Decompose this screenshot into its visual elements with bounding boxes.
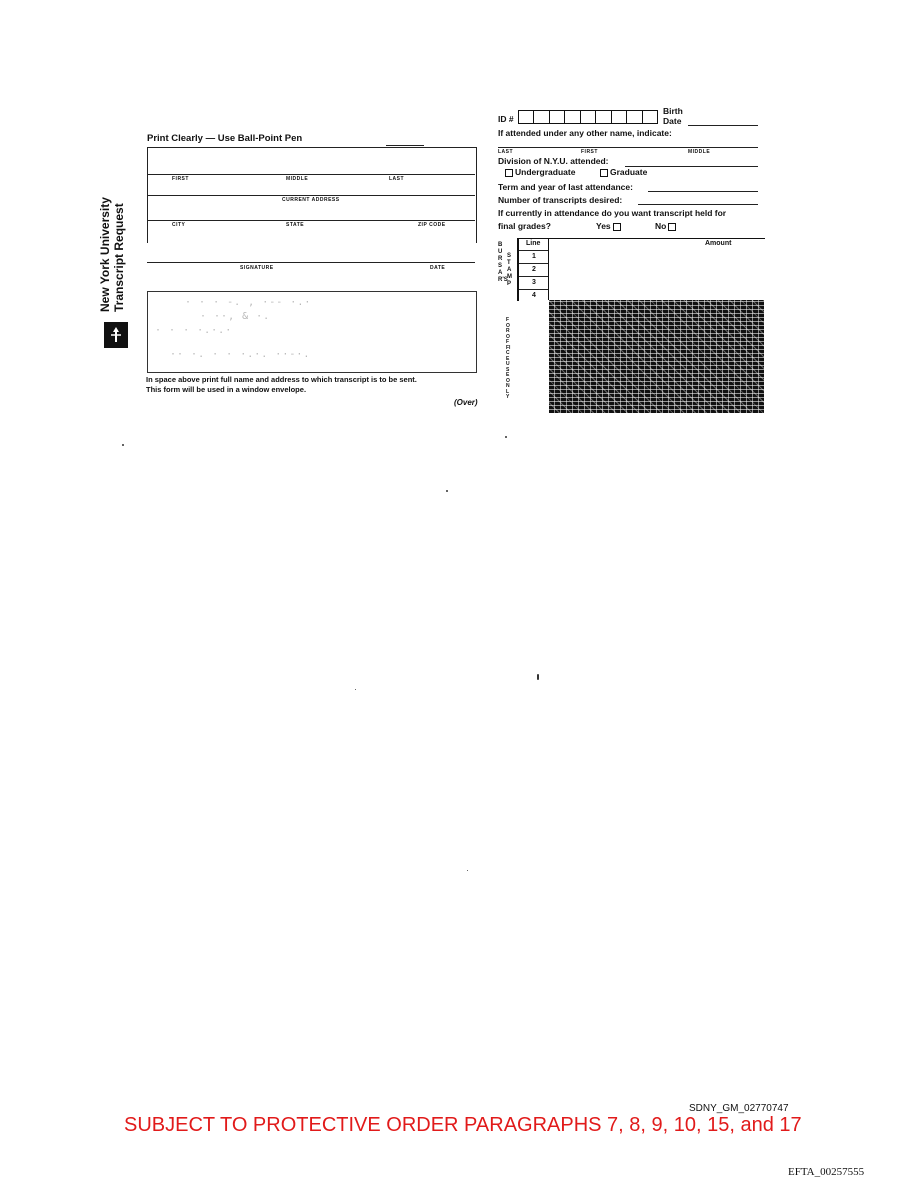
undergraduate-checkbox[interactable] bbox=[505, 169, 513, 177]
bates-number: SDNY_GM_02770747 bbox=[689, 1103, 789, 1114]
label-date: DATE bbox=[430, 265, 446, 271]
label-last: LAST bbox=[389, 176, 405, 182]
office-use-only-label: FOR OFFICE USE ONLY bbox=[506, 317, 511, 400]
no-option[interactable] bbox=[655, 221, 678, 231]
protective-order-notice: SUBJECT TO PROTECTIVE ORDER PARAGRAPHS 7, 8, 9, 10, 15, and 17 bbox=[124, 1114, 802, 1136]
undergraduate-label: Undergraduate bbox=[515, 167, 576, 177]
over-label: (Over) bbox=[454, 398, 478, 407]
footer-instruction-1: In space above print full name and address to which transcript is to be sent. bbox=[146, 375, 417, 384]
scan-speck bbox=[537, 674, 539, 680]
other-name-prompt: If attended under any other name, indicate: bbox=[498, 128, 672, 138]
line-number-4: 4 bbox=[532, 292, 536, 299]
yes-label: Yes bbox=[596, 221, 611, 231]
label-zip-code: ZIP CODE bbox=[418, 222, 446, 228]
print-clearly-instruction: Print Clearly — Use Ball-Point Pen bbox=[147, 133, 303, 144]
label-state: STATE bbox=[286, 222, 305, 228]
efta-number: EFTA_00257555 bbox=[788, 1166, 865, 1178]
line-header: Line bbox=[526, 240, 541, 247]
line-number-1: 1 bbox=[532, 253, 536, 260]
scan-speck bbox=[505, 436, 507, 438]
nyu-torch-logo bbox=[104, 322, 128, 348]
side-title bbox=[98, 197, 126, 312]
label-other-last: LAST bbox=[498, 149, 514, 155]
side-title-line1: New York University bbox=[98, 197, 112, 312]
id-label: ID # bbox=[498, 114, 514, 124]
faint-address-line-2: · ··, & ·. bbox=[200, 311, 271, 322]
footer-instruction-2: This form will be used in a window envelope. bbox=[146, 385, 307, 394]
scan-speck bbox=[355, 689, 356, 690]
currently-attending-prompt: If currently in attendance do you want transcript held for bbox=[498, 208, 727, 218]
final-grades-prompt: final grades? bbox=[498, 221, 551, 231]
line-number-3: 3 bbox=[532, 279, 536, 286]
stamp-table bbox=[517, 238, 765, 301]
scan-speck bbox=[122, 444, 124, 446]
label-middle: MIDDLE bbox=[286, 176, 309, 182]
undergraduate-option[interactable] bbox=[503, 167, 575, 177]
graduate-label: Graduate bbox=[610, 167, 648, 177]
id-number-boxes bbox=[518, 110, 658, 124]
label-other-first: FIRST bbox=[581, 149, 598, 155]
bursars-label: BURSAR'S bbox=[498, 242, 508, 283]
stamp-label: STAMP bbox=[507, 253, 512, 287]
yes-checkbox[interactable] bbox=[613, 223, 621, 231]
graduate-option[interactable] bbox=[598, 167, 647, 177]
redacted-block bbox=[549, 300, 764, 413]
birth-date-label: Date bbox=[663, 116, 682, 126]
faint-address-line-4: ·· ·. · · ·.·. ··-·. bbox=[170, 349, 311, 360]
term-prompt: Term and year of last attendance: bbox=[498, 182, 633, 192]
label-city: CITY bbox=[172, 222, 186, 228]
faint-address-line-3: · · · ·.·.· bbox=[155, 325, 233, 336]
yes-option[interactable] bbox=[596, 221, 623, 231]
graduate-checkbox[interactable] bbox=[600, 169, 608, 177]
number-prompt: Number of transcripts desired: bbox=[498, 195, 623, 205]
side-title-line2: Transcript Request bbox=[112, 203, 126, 312]
birth-label: Birth bbox=[663, 106, 683, 116]
no-label: No bbox=[655, 221, 667, 231]
label-signature: SIGNATURE bbox=[240, 265, 274, 271]
label-current-address: CURRENT ADDRESS bbox=[282, 197, 340, 203]
line-number-2: 2 bbox=[532, 266, 536, 273]
label-first: FIRST bbox=[172, 176, 189, 182]
no-checkbox[interactable] bbox=[668, 223, 676, 231]
faint-address-line-1: · · · -. , ·-- ·.· bbox=[185, 297, 312, 308]
scan-speck bbox=[446, 490, 448, 492]
amount-header: Amount bbox=[705, 240, 732, 247]
division-prompt: Division of N.Y.U. attended: bbox=[498, 156, 609, 166]
label-other-middle: MIDDLE bbox=[688, 149, 711, 155]
scan-speck bbox=[467, 870, 468, 871]
